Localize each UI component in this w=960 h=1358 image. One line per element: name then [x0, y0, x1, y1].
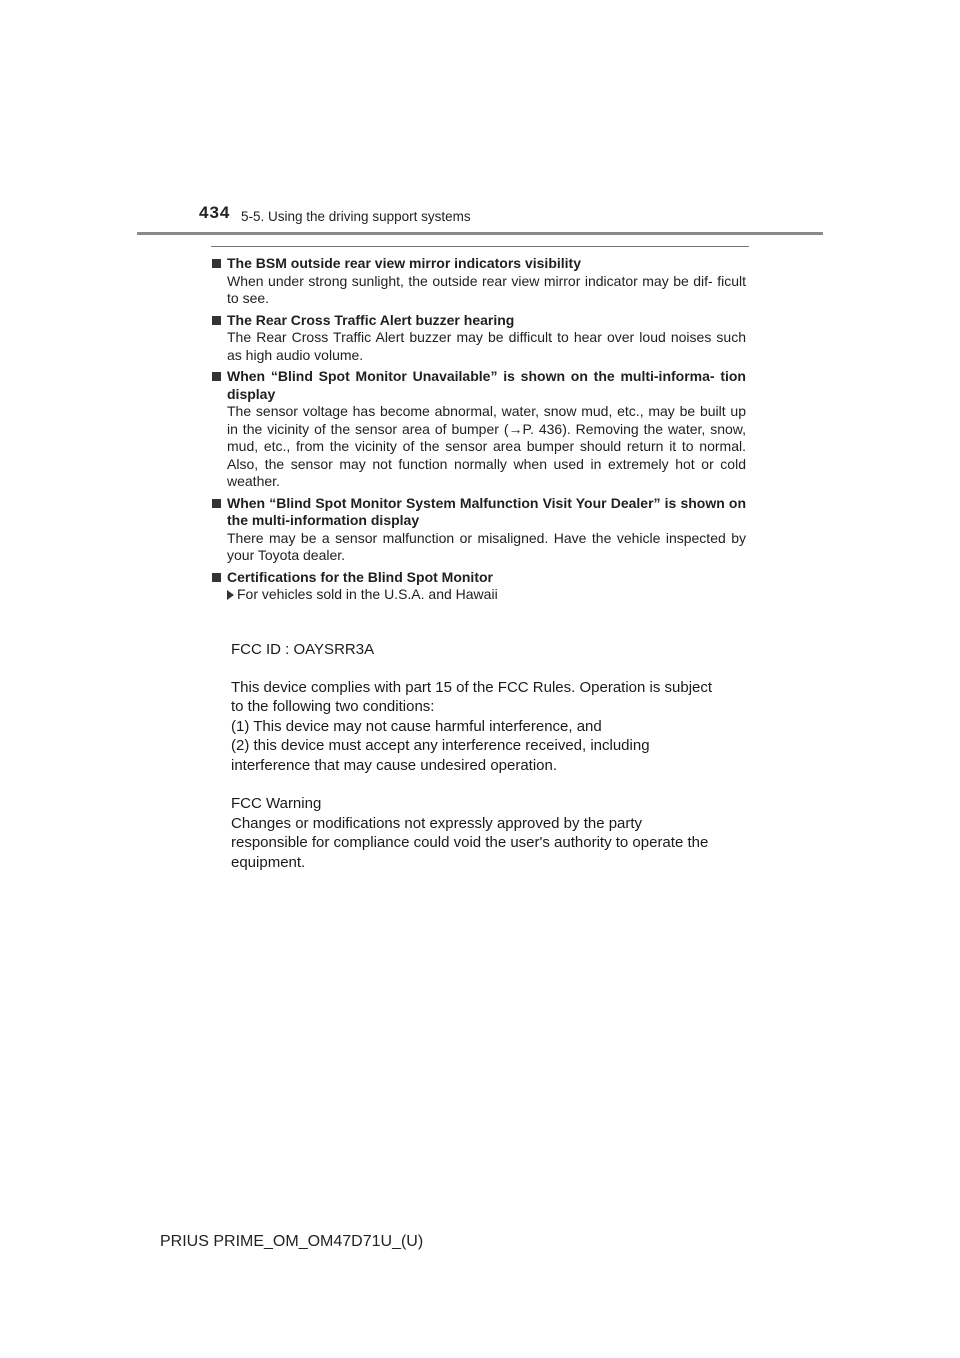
fcc-certification-image — [231, 640, 751, 872]
item-heading-text: The Rear Cross Traffic Alert buzzer hearing — [227, 311, 515, 328]
body-text: ). Removing the water, snow, mud, etc., from the vicinity of the sensor area bumper should return it to normal. Also, the sensor may not function normally when used in extremely hot or cold weather. — [227, 420, 746, 489]
fcc-line: This device complies with part 15 of the FCC Rules. Operation is subject — [231, 678, 713, 696]
item-heading-text: When “Blind Spot Monitor Unavailable” is shown on the multi-informa- tion display — [227, 368, 746, 402]
triangle-bullet-icon — [227, 590, 234, 600]
square-bullet-icon — [212, 573, 221, 582]
sub-bullet — [227, 586, 746, 604]
item-bsm-unavailable — [211, 368, 746, 491]
item-heading-text: When “Blind Spot Monitor System Malfunction Visit Your Dealer” is shown on the multi-information display — [227, 494, 746, 528]
header-rule — [137, 232, 823, 235]
item-body — [227, 403, 746, 491]
item-certifications — [211, 569, 746, 604]
page-number: 434 — [199, 203, 231, 222]
footer-doc-id: PRIUS PRIME_OM_OM47D71U_(U) — [160, 1233, 424, 1250]
fcc-warning-statement — [231, 794, 751, 872]
fcc-line: (1) This device may not cause harmful interference, and — [231, 717, 602, 735]
fcc-line: responsible for compliance could void the user's authority to operate the — [231, 834, 709, 851]
item-body: There may be a sensor malfunction or misaligned. Have the vehicle inspected by your Toyota dealer. — [227, 529, 746, 563]
page-reference[interactable]: P. 436 — [522, 420, 563, 437]
fcc-line: FCC Warning — [231, 795, 322, 812]
sub-bullet-text: For vehicles sold in the U.S.A. and Hawaii — [237, 586, 498, 602]
fcc-line: to the following two conditions: — [231, 698, 435, 715]
item-heading — [211, 312, 746, 330]
item-bsm-indicators — [211, 255, 746, 308]
content — [211, 255, 746, 608]
item-heading — [211, 255, 746, 273]
item-body: The Rear Cross Traffic Alert buzzer may be difficult to hear over loud noises such as high audio volume. — [227, 329, 746, 363]
fcc-line: interference that may cause undesired operation. — [231, 756, 558, 774]
item-heading-text: Certifications for the Blind Spot Monitor — [227, 568, 493, 585]
square-bullet-icon — [212, 316, 221, 325]
square-bullet-icon — [212, 499, 221, 508]
item-heading-text: The BSM outside rear view mirror indicators visibility — [227, 255, 581, 271]
content-top-rule — [211, 246, 749, 247]
item-heading — [211, 495, 746, 530]
fcc-line: Changes or modifications not expressly approved by the party — [231, 814, 643, 832]
fcc-id-line: FCC ID : OAYSRR3A — [231, 641, 375, 658]
item-body: When under strong sunlight, the outside rear view mirror indicator may be dif- ficult to see. — [227, 272, 746, 306]
item-bsm-malfunction — [211, 495, 746, 565]
section-title: 5-5. Using the driving support systems — [241, 209, 471, 224]
item-heading — [211, 569, 746, 587]
arrow-right-icon: → — [508, 420, 523, 437]
item-heading — [211, 368, 746, 403]
fcc-compliance-statement — [231, 678, 751, 776]
fcc-line: equipment. — [231, 853, 306, 871]
square-bullet-icon — [212, 259, 221, 268]
item-rcta-buzzer — [211, 312, 746, 365]
square-bullet-icon — [212, 372, 221, 381]
fcc-line: (2) this device must accept any interference received, including — [231, 737, 650, 754]
body-text: The sensor voltage has become abnormal, water, snow mud, etc., may be built up in the vicinity of the sensor area of bumper ( — [227, 403, 746, 437]
